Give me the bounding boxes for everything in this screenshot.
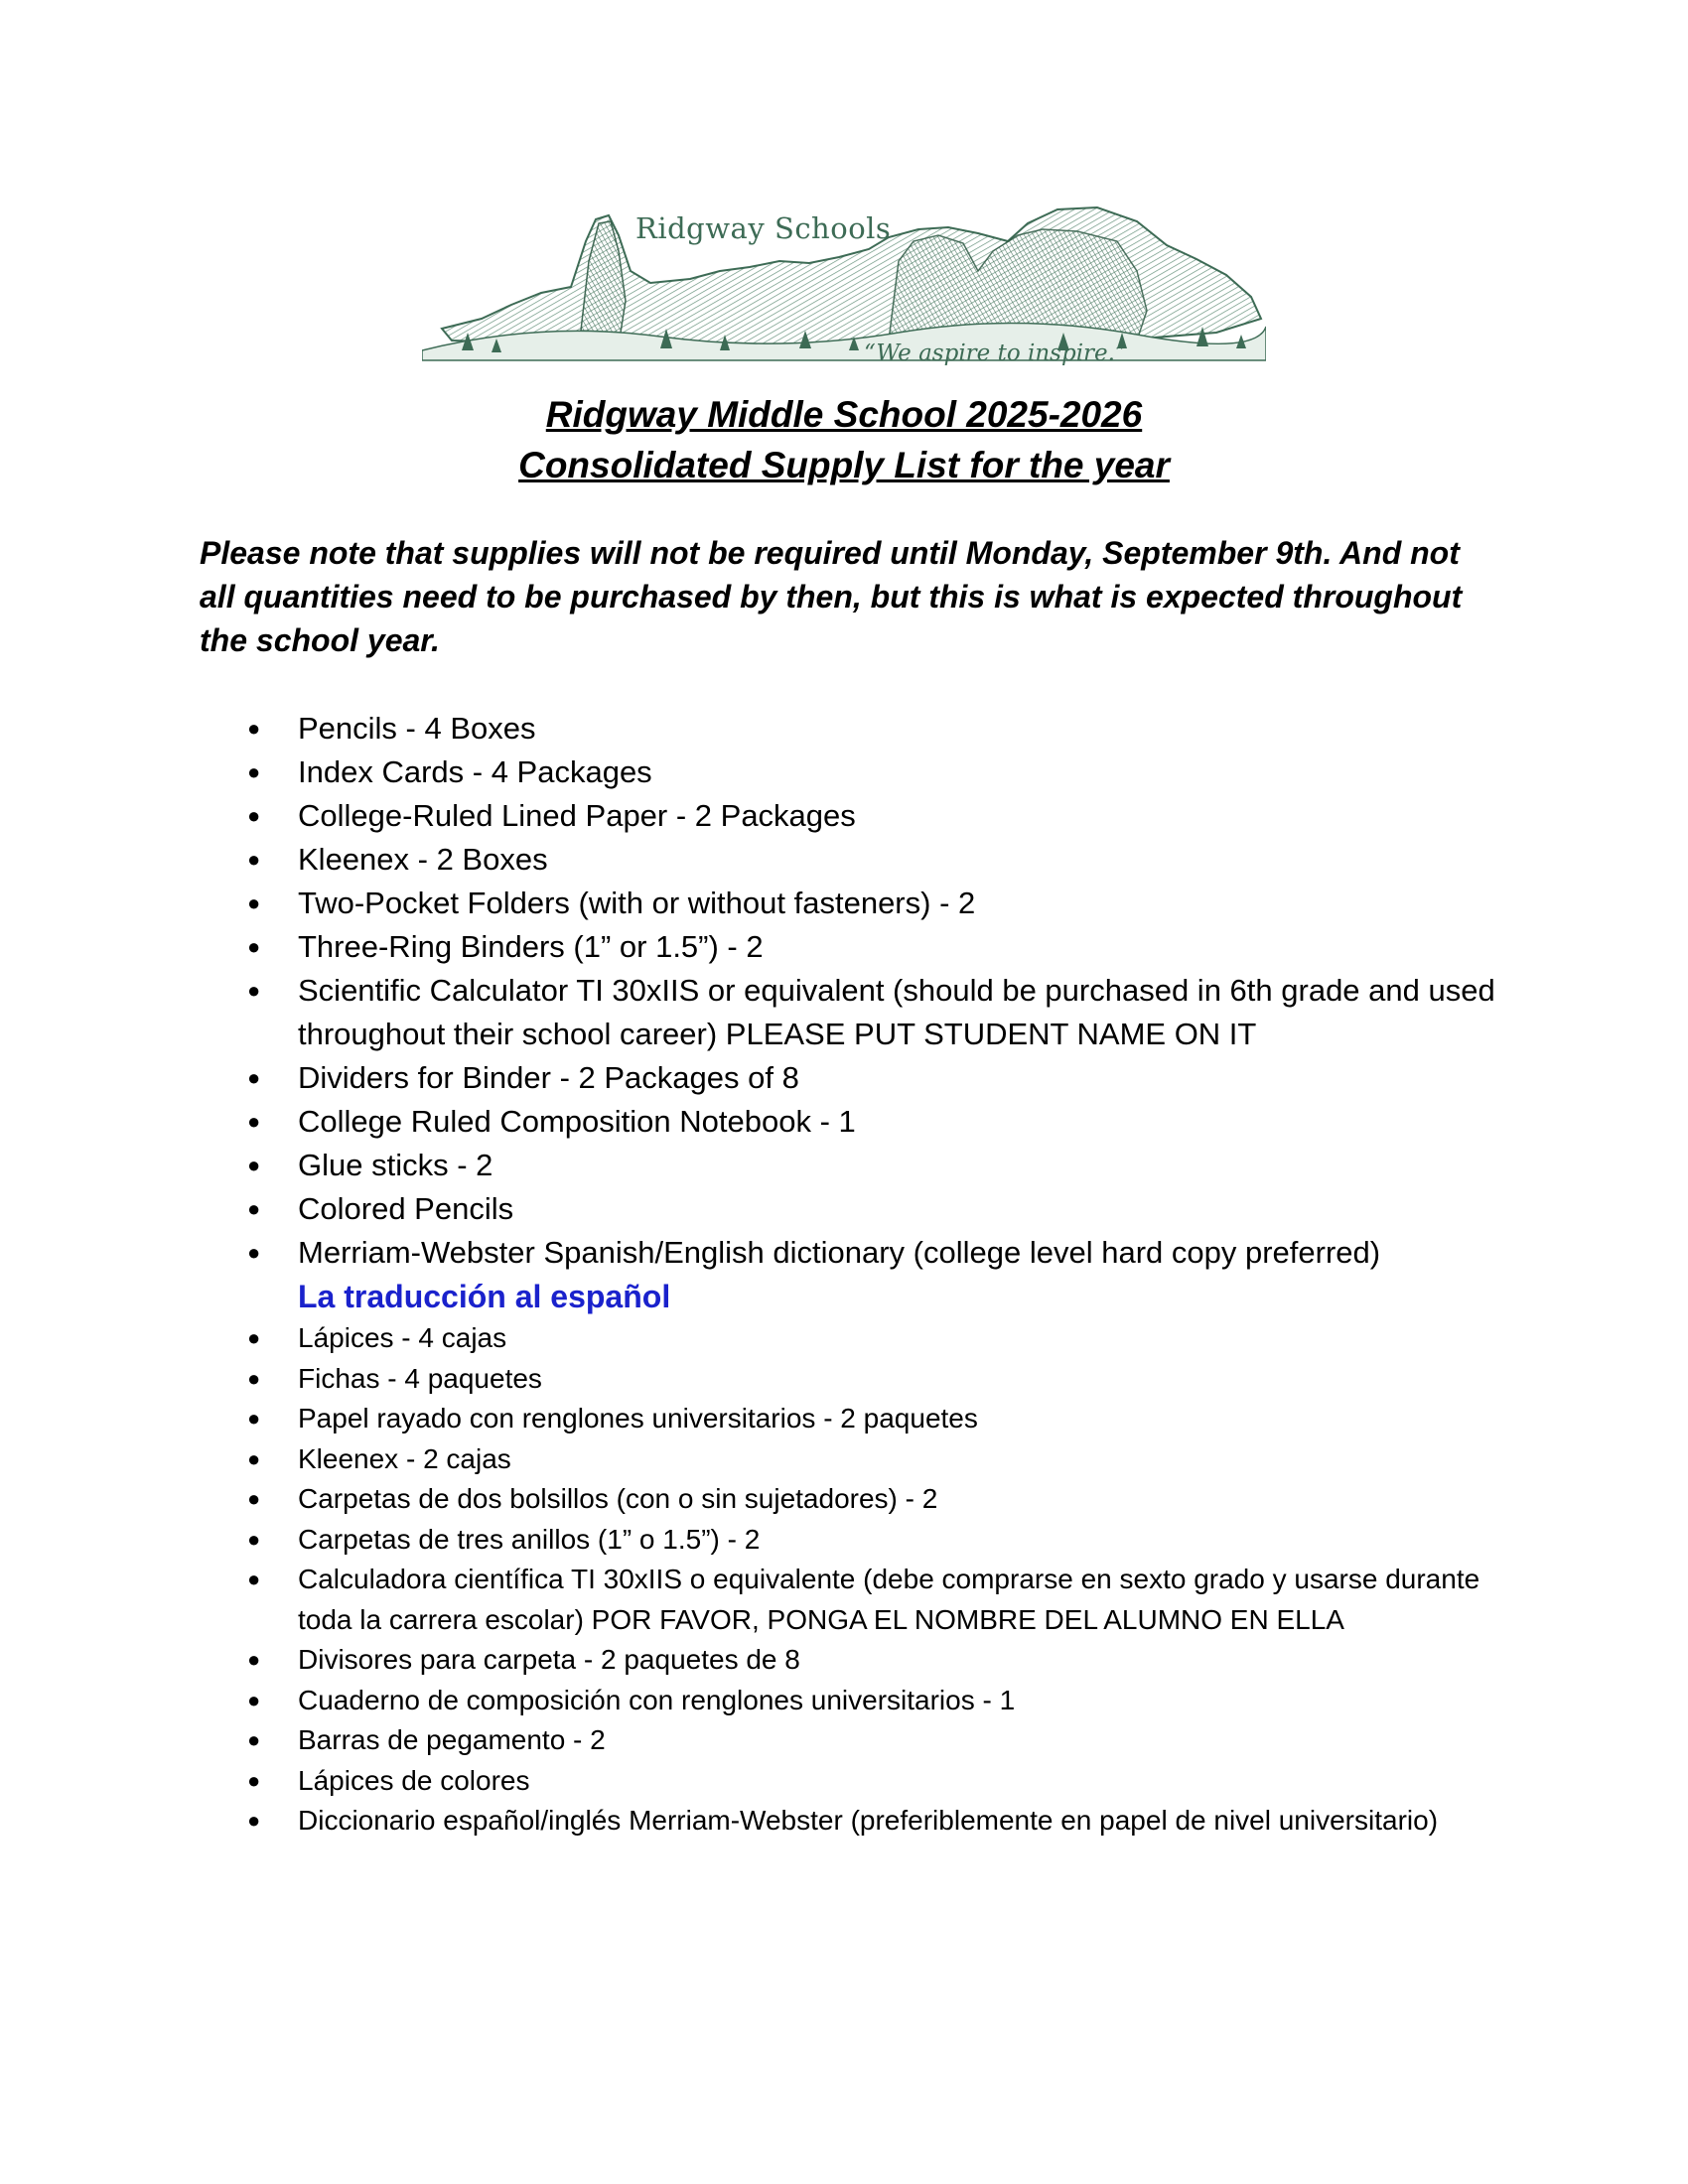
list-item-text: Glue sticks - 2 — [298, 1148, 493, 1182]
list-item — [200, 1720, 1510, 1761]
supply-notice: Please note that supplies will not be required until Monday, September 9th. And not all quantities need to be purchased by then, but this is what is expected throughout the school year. — [200, 535, 1463, 658]
bullet-icon: ● — [247, 803, 261, 828]
list-item-text: Lápices - 4 cajas — [298, 1322, 507, 1353]
list-item — [200, 1144, 1510, 1187]
bullet-icon: ● — [247, 1325, 261, 1350]
list-item — [200, 1560, 1510, 1640]
bullet-icon: ● — [247, 1109, 261, 1134]
list-item — [200, 1187, 1510, 1231]
english-items — [200, 707, 1510, 1275]
bullet-icon: ● — [247, 1486, 261, 1511]
list-item — [200, 707, 1510, 751]
bullet-icon: ● — [247, 1065, 261, 1090]
title-line-list: Consolidated Supply List for the year — [518, 445, 1170, 485]
bullet-icon: ● — [247, 1406, 261, 1431]
bullet-icon: ● — [247, 1526, 261, 1552]
list-item-text: Barras de pegamento - 2 — [298, 1724, 606, 1755]
list-item-text: Colored Pencils — [298, 1191, 514, 1226]
list-item — [200, 925, 1510, 969]
school-logo — [422, 202, 1266, 378]
list-item-text: Carpetas de dos bolsillos (con o sin sujetadores) - 2 — [298, 1483, 938, 1514]
bullet-icon: ● — [247, 890, 261, 915]
bullet-icon: ● — [247, 978, 261, 1003]
english-supply-list — [200, 707, 1510, 1318]
logo-motto: “We aspire to inspire.” — [864, 341, 1127, 366]
list-item — [200, 969, 1510, 1056]
bullet-icon: ● — [247, 1567, 261, 1591]
list-item — [200, 1640, 1510, 1681]
list-item — [200, 1520, 1510, 1561]
list-item-text: Calculadora científica TI 30xIIS o equivalente (debe comprarse en sexto grado y usarse durante toda la carrera escolar) POR FAVOR, PONGA EL NOMBRE DEL ALUMNO EN ELLA — [298, 1564, 1480, 1635]
list-item-text: College-Ruled Lined Paper - 2 Packages — [298, 798, 856, 833]
bullet-icon: ● — [247, 1687, 261, 1712]
bullet-icon: ● — [247, 1196, 261, 1221]
list-item-text: College Ruled Composition Notebook - 1 — [298, 1104, 856, 1139]
list-item-text: Divisores para carpeta - 2 paquetes de 8 — [298, 1644, 800, 1675]
bullet-icon: ● — [247, 1647, 261, 1672]
list-item — [200, 1439, 1510, 1480]
document-title — [0, 389, 1688, 490]
spanish-items — [200, 1318, 1510, 1842]
bullet-icon: ● — [247, 1808, 261, 1833]
list-item — [200, 882, 1510, 925]
list-item-text: Merriam-Webster Spanish/English dictionary (college level hard copy preferred) — [298, 1235, 1381, 1270]
list-item — [200, 1761, 1510, 1802]
title-line-school: Ridgway Middle School 2025-2026 — [545, 394, 1143, 435]
list-item — [200, 1231, 1510, 1275]
bullet-icon: ● — [247, 1445, 261, 1471]
list-item — [200, 794, 1510, 838]
bullet-icon: ● — [247, 1365, 261, 1391]
spanish-supply-list — [200, 1318, 1510, 1842]
bullet-icon: ● — [247, 934, 261, 959]
list-item — [200, 838, 1510, 882]
bullet-icon: ● — [247, 716, 261, 741]
list-item — [200, 1801, 1510, 1842]
list-item-text: Carpetas de tres anillos (1” o 1.5”) - 2 — [298, 1523, 761, 1555]
list-item — [200, 1359, 1510, 1400]
list-item — [200, 1100, 1510, 1144]
bullet-icon: ● — [247, 1727, 261, 1752]
list-item — [200, 1681, 1510, 1721]
list-item — [200, 751, 1510, 794]
list-item — [200, 1056, 1510, 1100]
list-item — [200, 1318, 1510, 1359]
list-item-text: Cuaderno de composición con renglones universitarios - 1 — [298, 1684, 1016, 1715]
bullet-icon: ● — [247, 1767, 261, 1793]
list-item-text: Pencils - 4 Boxes — [298, 711, 536, 746]
list-item-text: Two-Pocket Folders (with or without fasteners) - 2 — [298, 886, 976, 920]
list-item-text: Fichas - 4 paquetes — [298, 1362, 542, 1394]
bullet-icon: ● — [247, 759, 261, 784]
bullet-icon: ● — [247, 1153, 261, 1177]
bullet-icon: ● — [247, 847, 261, 872]
spanish-translation-heading: La traducción al español — [298, 1279, 671, 1314]
list-item — [200, 1399, 1510, 1439]
list-item-text: Diccionario español/inglés Merriam-Webster (preferiblemente en papel de nivel universitario) — [298, 1805, 1439, 1836]
list-item-text: Lápices de colores — [298, 1764, 530, 1796]
list-item — [200, 1479, 1510, 1520]
list-item-text: Kleenex - 2 Boxes — [298, 842, 548, 877]
logo-school-name: Ridgway Schools — [635, 211, 892, 245]
list-item-text: Scientific Calculator TI 30xIIS or equivalent (should be purchased in 6th grade and used throughout their school career) PLEASE PUT STUDENT NAME ON IT — [298, 973, 1495, 1051]
list-item-text: Index Cards - 4 Packages — [298, 754, 652, 789]
list-item-text: Dividers for Binder - 2 Packages of 8 — [298, 1060, 799, 1095]
list-item-text: Three-Ring Binders (1” or 1.5”) - 2 — [298, 929, 764, 964]
bullet-icon: ● — [247, 1240, 261, 1265]
list-item-text: Kleenex - 2 cajas — [298, 1442, 511, 1474]
list-item-text: Papel rayado con renglones universitarios - 2 paquetes — [298, 1403, 978, 1433]
